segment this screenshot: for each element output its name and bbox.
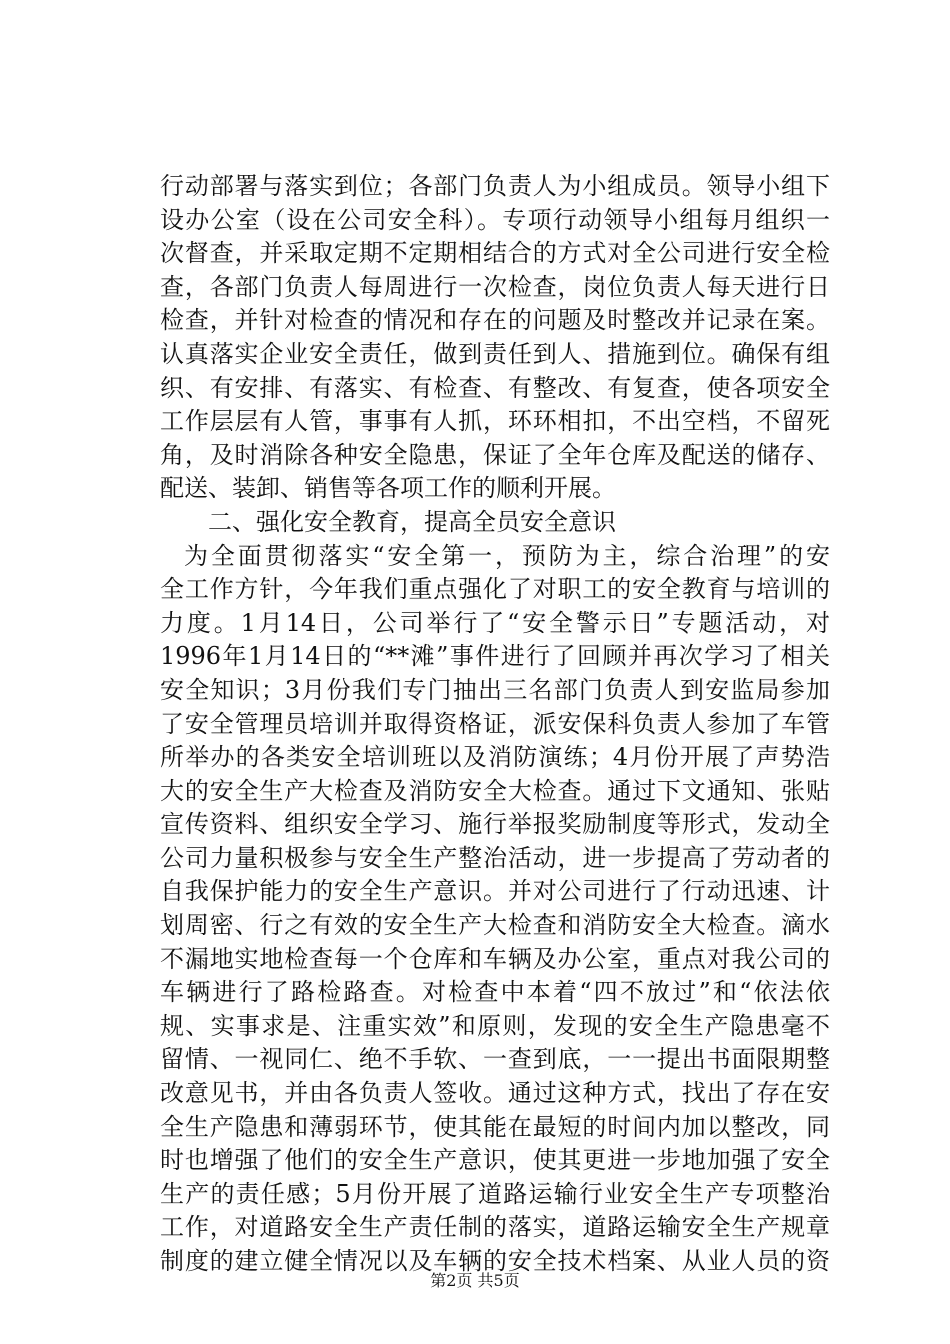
text-line: 制度的建立健全情况以及车辆的安全技术档案、从业人员的资 (160, 1247, 830, 1275)
text-line: 工作层层有人管，事事有人抓，环环相扣，不出空档，不留死 (160, 407, 830, 436)
text-line: 公司力量积极参与安全生产整治活动，进一步提高了劳动者的 (160, 843, 830, 872)
text-line: 了安全管理员培训并取得资格证，派安保科负责人参加了车管 (160, 709, 830, 738)
page-footer: 第2页 共5页 (430, 1271, 520, 1290)
text-line: 1996年1月14日的“**滩”事件进行了回顾并再次学习了相关 (160, 642, 830, 671)
text-line: 大的安全生产大检查及消防安全大检查。通过下文通知、张贴 (160, 776, 830, 805)
text-line: 车辆进行了路检路查。对检查中本着“四不放过”和“依法依 (160, 978, 830, 1007)
text-line: 检查，并针对检查的情况和存在的问题及时整改并记录在案。 (160, 306, 830, 335)
text-line: 查，各部门负责人每周进行一次检查，岗位负责人每天进行日 (160, 272, 830, 301)
text-line: 认真落实企业安全责任，做到责任到人、措施到位。确保有组 (160, 339, 830, 368)
text-line: 生产的责任感；5月份开展了道路运输行业安全生产专项整治 (160, 1179, 830, 1208)
text-line: 力度。1月14日，公司举行了“安全警示日”专题活动，对 (160, 608, 830, 637)
text-line: 不漏地实地检查每一个仓库和车辆及办公室，重点对我公司的 (160, 944, 830, 973)
text-line: 配送、装卸、销售等各项工作的顺利开展。 (160, 474, 616, 503)
document-body (160, 170, 830, 1279)
text-line: 为全面贯彻落实“安全第一，预防为主，综合治理”的安 (184, 541, 830, 570)
text-line: 留情、一视同仁、绝不手软、一查到底，一一提出书面限期整 (160, 1045, 830, 1074)
text-line: 时也增强了他们的安全生产意识，使其更进一步地加强了安全 (160, 1146, 830, 1175)
text-line: 次督查，并采取定期不定期相结合的方式对全公司进行安全检 (160, 239, 830, 268)
text-line: 角，及时消除各种安全隐患，保证了全年仓库及配送的储存、 (160, 440, 830, 469)
text-line: 全工作方针，今年我们重点强化了对职工的安全教育与培训的 (160, 575, 830, 604)
text-line: 工作，对道路安全生产责任制的落实，道路运输安全生产规章 (160, 1213, 830, 1242)
text-line: 全生产隐患和薄弱环节，使其能在最短的时间内加以整改，同 (160, 1112, 830, 1141)
text-line: 宣传资料、组织安全学习、施行举报奖励制度等形式，发动全 (160, 810, 830, 839)
text-line: 所举办的各类安全培训班以及消防演练；4月份开展了声势浩 (160, 743, 830, 772)
text-line: 安全知识；3月份我们专门抽出三名部门负责人到安监局参加 (160, 675, 830, 704)
text-line: 划周密、行之有效的安全生产大检查和消防安全大检查。滴水 (160, 911, 830, 940)
text-line: 行动部署与落实到位；各部门负责人为小组成员。领导小组下 (160, 172, 830, 200)
text-line: 设办公室（设在公司安全科）。专项行动领导小组每月组织一 (160, 205, 830, 234)
text-line: 自我保护能力的安全生产意识。并对公司进行了行动迅速、计 (160, 877, 830, 906)
text-line: 改意见书，并由各负责人签收。通过这种方式，找出了存在安 (160, 1079, 830, 1108)
text-line: 规、实事求是、注重实效”和原则，发现的安全生产隐患毫不 (160, 1011, 830, 1040)
text-line: 织、有安排、有落实、有检查、有整改、有复查，使各项安全 (160, 373, 830, 402)
text-line: 二、强化安全教育，提高全员安全意识 (208, 507, 616, 536)
